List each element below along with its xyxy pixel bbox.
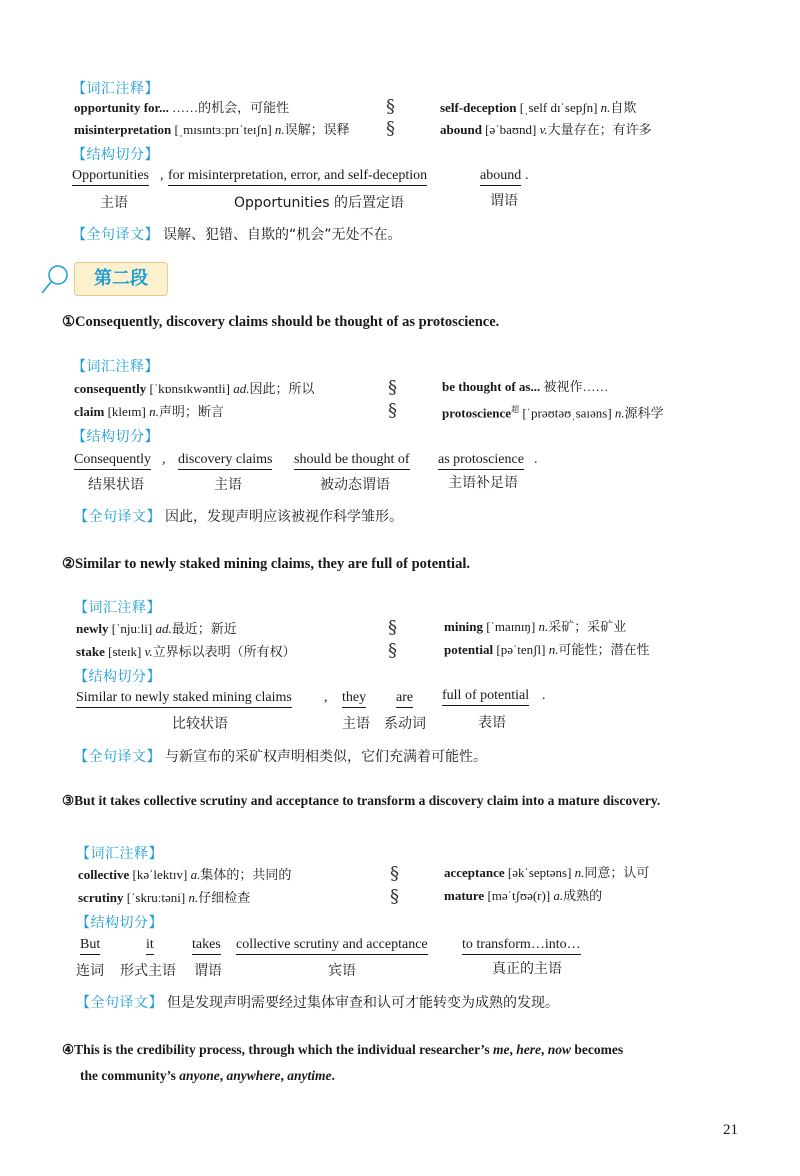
sentence-4-line-2: the community’s anyone, anywhere, anytime. (80, 1068, 335, 1083)
structure-label: 主语补足语 (448, 475, 518, 491)
structure-segment: it (146, 937, 154, 955)
vocab-entry: self-deception [ˌself dɪˈsepʃn] n.自欺 (440, 100, 637, 115)
period-mark: . (525, 168, 529, 183)
structure-tag: 【结构切分】 (76, 915, 163, 931)
structure-tag: 【结构切分】 (72, 147, 159, 163)
structure-label: 主语 (100, 195, 128, 211)
sentence-2: ②Similar to newly staked mining claims, they are full of potential. (62, 556, 470, 572)
vocab-entry: potential [pəˈtenʃl] n.可能性；潜在性 (444, 642, 650, 657)
structure-label: 形式主语 (120, 963, 176, 979)
structure-tag: 【结构切分】 (72, 429, 159, 445)
swirl-divider-icon: § (390, 863, 399, 884)
comma-mark: , (324, 690, 328, 705)
structure-label: 比较状语 (172, 716, 228, 732)
vocab-tag: 【词汇注释】 (72, 81, 159, 97)
swirl-divider-icon: § (386, 118, 395, 139)
structure-label: 谓语 (490, 193, 518, 209)
structure-segment: for misinterpretation, error, and self-deception (168, 168, 427, 186)
vocab-entry: consequently [ˈkɒnsɪkwəntli] ad.因此；所以 (74, 381, 315, 396)
translation-line: 【全句译文】 误解、犯错、自欺的“机会”无处不在。 (72, 227, 402, 243)
structure-label: 宾语 (328, 963, 356, 979)
structure-segment: Opportunities (72, 168, 149, 186)
structure-segment: abound (480, 168, 521, 186)
vocab-entry: mining [ˈmaɪnɪŋ] n.采矿；采矿业 (444, 619, 627, 634)
sentence-3: ③But it takes collective scrutiny and acceptance to transform a discovery claim into a mature discovery. (62, 793, 661, 808)
structure-label: 谓语 (194, 963, 222, 979)
period-mark: . (534, 452, 538, 467)
structure-segment: as protoscience (438, 452, 524, 470)
swirl-divider-icon: § (388, 640, 397, 661)
sentence-4-line-1: ④This is the credibility process, through which the individual researcher’s me, here, now becomes (62, 1042, 624, 1057)
structure-label: 结果状语 (88, 477, 144, 493)
vocab-entry: mature [məˈtʃʊə(r)] a.成熟的 (444, 888, 603, 903)
vocab-entry: opportunity for... ……的机会，可能性 (74, 100, 290, 115)
comma-mark: , (160, 168, 164, 183)
structure-tag: 【结构切分】 (74, 669, 161, 685)
translation-line: 【全句译文】 与新宣布的采矿权声明相类似，它们充满着可能性。 (74, 749, 487, 765)
swirl-divider-icon: § (388, 617, 397, 638)
structure-label: Opportunities 的后置定语 (234, 195, 404, 211)
swirl-divider-icon: § (388, 377, 397, 398)
period-mark: . (542, 688, 546, 703)
page-number: 21 (723, 1122, 738, 1138)
swirl-divider-icon: § (388, 400, 397, 421)
translation-line: 【全句译文】 但是发现声明需要经过集体审查和认可才能转变为成熟的发现。 (76, 995, 559, 1011)
structure-segment: should be thought of (294, 452, 410, 470)
structure-label: 表语 (478, 715, 506, 731)
vocab-entry: be thought of as... 被视作…… (442, 379, 609, 394)
vocab-entry: abound [əˈbaʊnd] v.大量存在；有许多 (440, 122, 652, 137)
structure-segment: Consequently (74, 452, 151, 470)
structure-label: 被动态谓语 (320, 477, 390, 493)
structure-segment: are (396, 690, 413, 708)
structure-label: 系动词 (384, 716, 426, 732)
swirl-divider-icon: § (390, 886, 399, 907)
structure-segment: collective scrutiny and acceptance (236, 937, 428, 955)
vocab-tag: 【词汇注释】 (76, 846, 163, 862)
vocab-entry: stake [steɪk] v.立界标以表明（所有权） (76, 644, 296, 659)
vocab-entry: protoscience$^超$ [ˈprəʊtəʊˌsaɪəns] n.源科学 (442, 405, 664, 421)
structure-segment: But (80, 937, 100, 955)
structure-segment: full of potential (442, 688, 529, 706)
vocab-entry: acceptance [əkˈseptəns] n.同意；认可 (444, 865, 650, 880)
vocab-tag: 【词汇注释】 (72, 359, 159, 375)
structure-label: 连词 (76, 963, 104, 979)
vocab-entry: misinterpretation [ˌmɪsɪntɜːprɪˈteɪʃn] n.误解；误释 (74, 122, 350, 137)
translation-line: 【全句译文】 因此，发现声明应该被视作科学雏形。 (74, 509, 403, 525)
vocab-tag: 【词汇注释】 (74, 600, 161, 616)
structure-segment: they (342, 690, 366, 708)
structure-label: 主语 (342, 716, 370, 732)
swirl-divider-icon: § (386, 96, 395, 117)
structure-segment: takes (192, 937, 221, 955)
structure-segment: Similar to newly staked mining claims (76, 690, 292, 708)
structure-label: 主语 (214, 477, 242, 493)
sentence-1: ①Consequently, discovery claims should be thought of as protoscience. (62, 314, 500, 330)
vocab-entry: newly [ˈnjuːli] ad.最近；新近 (76, 621, 237, 636)
comma-mark: , (162, 452, 166, 467)
structure-segment: to transform…into… (462, 937, 581, 955)
vocab-entry: collective [kəˈlektɪv] a.集体的；共同的 (78, 867, 292, 882)
structure-segment: discovery claims (178, 452, 272, 470)
structure-label: 真正的主语 (492, 961, 562, 977)
section-title: 第二段 (74, 262, 168, 296)
vocab-entry: scrutiny [ˈskruːtəni] n.仔细检查 (78, 890, 251, 905)
vocab-entry: claim [kleɪm] n.声明；断言 (74, 404, 224, 419)
